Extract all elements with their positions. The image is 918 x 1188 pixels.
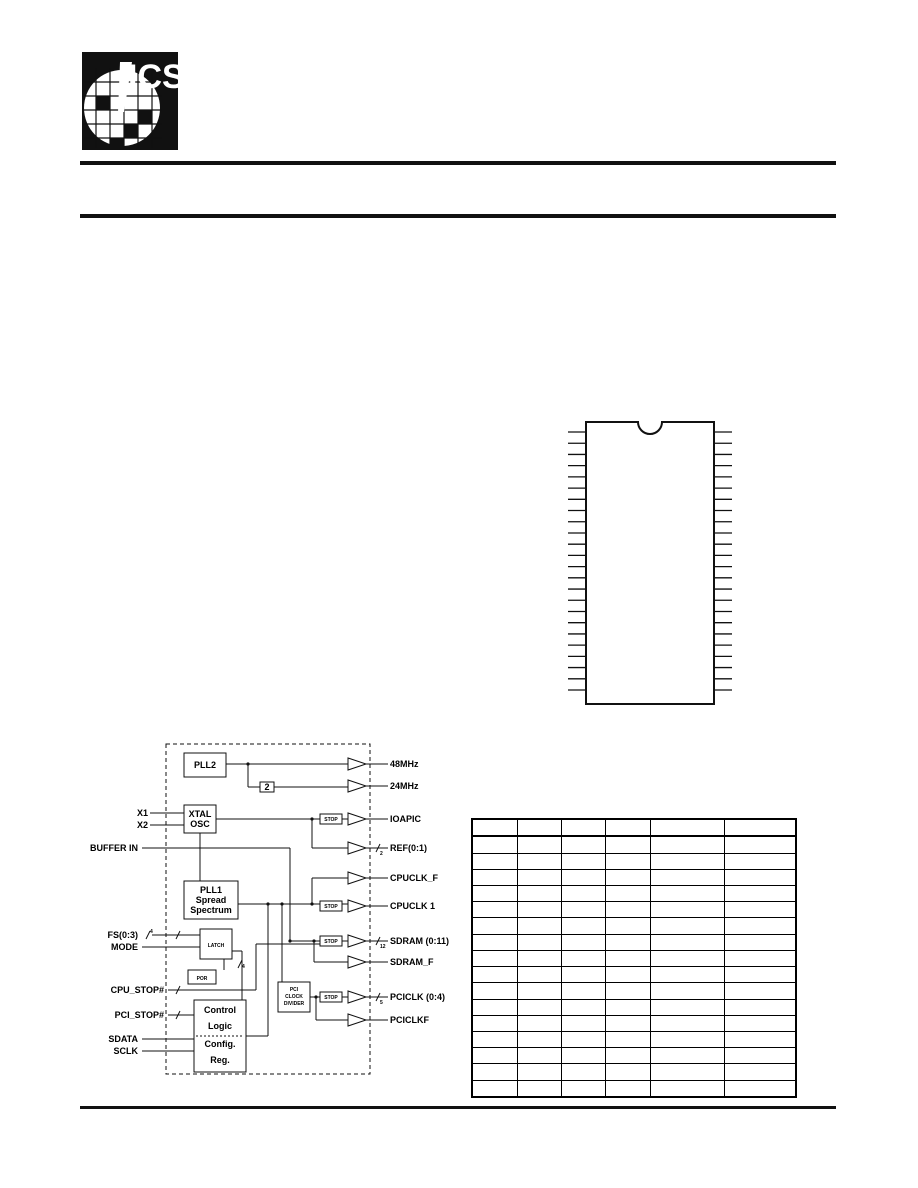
- divider-label: 2: [264, 782, 270, 792]
- table-cell: [562, 836, 606, 853]
- buffer-sdram-f: [348, 956, 366, 968]
- table-row: [472, 836, 796, 853]
- table-cell: [562, 886, 606, 902]
- cpu-stop-label: CPU_STOP#: [110, 985, 164, 995]
- out-24mhz-label: 24MHz: [390, 781, 419, 791]
- fs-label: FS(0:3): [107, 930, 138, 940]
- logo-text: ICS: [128, 58, 185, 96]
- table-cell: [651, 934, 724, 950]
- table-cell: [562, 1080, 606, 1097]
- table-row: [472, 1048, 796, 1064]
- pll2-label: PLL2: [193, 760, 217, 770]
- spectrum-label: Spectrum: [190, 905, 232, 915]
- table-row: [472, 902, 796, 918]
- table-cell: [562, 1064, 606, 1080]
- table-cell: [562, 1031, 606, 1047]
- config-label: Config.: [204, 1039, 236, 1049]
- table-cell: [606, 967, 651, 983]
- pci-stop-label: PCI_STOP#: [114, 1010, 164, 1020]
- out-pciclk-label: PCICLK (0:4): [390, 992, 446, 1002]
- table-cell: [606, 869, 651, 885]
- buffer-pciclk: [348, 991, 366, 1003]
- table-cell: [518, 1048, 562, 1064]
- table-cell: [562, 967, 606, 983]
- table-cell: [606, 950, 651, 966]
- table-cell: [518, 983, 562, 999]
- table-cell: [472, 918, 518, 934]
- table-cell: [472, 983, 518, 999]
- table-cell: [724, 967, 796, 983]
- table-cell: [651, 950, 724, 966]
- table-row: [472, 1031, 796, 1047]
- table-cell: [606, 934, 651, 950]
- table-cell: [606, 1031, 651, 1047]
- table-cell: [472, 967, 518, 983]
- table-cell: [472, 819, 518, 836]
- table-row: [472, 1064, 796, 1080]
- ics-logo: [82, 52, 185, 150]
- table-cell: [472, 1048, 518, 1064]
- table-cell: [562, 1048, 606, 1064]
- reg-label: Reg.: [210, 1055, 230, 1065]
- x1-label: X1: [136, 808, 148, 818]
- table-cell: [518, 1064, 562, 1080]
- spread-label: Spread: [195, 895, 227, 905]
- table-cell: [518, 836, 562, 853]
- buffer-cpuclk-f: [348, 872, 366, 884]
- out-ref-label: REF(0:1): [390, 843, 428, 853]
- out-sdram-f-label: SDRAM_F: [390, 957, 434, 967]
- table-cell: [606, 853, 651, 869]
- table-cell: [606, 918, 651, 934]
- table-cell: [562, 1015, 606, 1031]
- table-cell: [562, 934, 606, 950]
- table-cell: [724, 1015, 796, 1031]
- x2-label: X2: [136, 820, 148, 830]
- table-cell: [472, 886, 518, 902]
- stop-label-pciclk: STOP: [324, 995, 338, 1001]
- out-48mhz-label: 48MHz: [390, 759, 419, 769]
- pci-div-label-1: PCI: [289, 987, 299, 993]
- bus-width-ref: 2: [380, 851, 383, 857]
- table-cell: [651, 1080, 724, 1097]
- table-cell: [562, 902, 606, 918]
- table-cell: [724, 983, 796, 999]
- table-row: [472, 886, 796, 902]
- table-cell: [651, 886, 724, 902]
- sdata-label: SDATA: [108, 1034, 138, 1044]
- table-cell: [518, 886, 562, 902]
- table-cell: [724, 1064, 796, 1080]
- table-cell: [606, 1048, 651, 1064]
- table-cell: [651, 967, 724, 983]
- table-cell: [518, 1080, 562, 1097]
- table-cell: [562, 853, 606, 869]
- table-cell: [472, 853, 518, 869]
- table-cell: [518, 967, 562, 983]
- table-cell: [724, 853, 796, 869]
- buffer-ioapic: [348, 813, 366, 825]
- table-cell: [518, 934, 562, 950]
- table-cell: [606, 902, 651, 918]
- latch-label: LATCH: [207, 943, 225, 949]
- pin-configuration-package: [538, 418, 738, 708]
- bus-width-pciclk: 5: [380, 1000, 383, 1006]
- buffer-pciclkf: [348, 1014, 366, 1026]
- table-cell: [651, 999, 724, 1015]
- out-cpuclk-f-label: CPUCLK_F: [390, 873, 439, 883]
- table-row: [472, 967, 796, 983]
- table-cell: [562, 950, 606, 966]
- out-pciclkf-label: PCICLKF: [390, 1015, 429, 1025]
- table-cell: [651, 1048, 724, 1064]
- bus-width-sdram: 12: [380, 944, 386, 950]
- table-cell: [472, 1064, 518, 1080]
- table-cell: [518, 950, 562, 966]
- header-rule: [80, 214, 836, 218]
- table-cell: [518, 918, 562, 934]
- out-sdram-label: SDRAM (0:11): [390, 936, 450, 946]
- table-row: [472, 853, 796, 869]
- table-row: [472, 869, 796, 885]
- pci-div-label-2: CLOCK: [285, 994, 303, 1000]
- table-row: [472, 934, 796, 950]
- table-cell: [472, 950, 518, 966]
- buffer-cpuclk1: [348, 900, 366, 912]
- table-cell: [472, 869, 518, 885]
- table-cell: [518, 819, 562, 836]
- stop-label-ioapic: STOP: [324, 817, 338, 823]
- bus-width-fs: 4: [150, 929, 153, 935]
- table-cell: [472, 1015, 518, 1031]
- table-cell: [518, 1031, 562, 1047]
- table-cell: [606, 1015, 651, 1031]
- table-cell: [606, 999, 651, 1015]
- block-diagram: [70, 738, 470, 1088]
- bus-width-latch: 4: [242, 964, 245, 970]
- table-cell: [724, 1048, 796, 1064]
- table-cell: [724, 918, 796, 934]
- table-cell: [651, 869, 724, 885]
- buffer-ref: [348, 842, 366, 854]
- table-cell: [472, 902, 518, 918]
- table-cell: [518, 999, 562, 1015]
- table-cell: [606, 819, 651, 836]
- sclk-label: SCLK: [113, 1046, 138, 1056]
- table-cell: [606, 1064, 651, 1080]
- table-cell: [606, 983, 651, 999]
- table-cell: [724, 1080, 796, 1097]
- table-cell: [562, 869, 606, 885]
- table-cell: [518, 902, 562, 918]
- table-cell: [724, 902, 796, 918]
- table-cell: [724, 999, 796, 1015]
- table-cell: [472, 934, 518, 950]
- table-cell: [518, 1015, 562, 1031]
- table-row: [472, 950, 796, 966]
- table-cell: [518, 869, 562, 885]
- bottom-rule: [80, 1106, 836, 1109]
- table-cell: [651, 1031, 724, 1047]
- table-cell: [651, 983, 724, 999]
- table-cell: [472, 1031, 518, 1047]
- table-cell: [651, 819, 724, 836]
- table-cell: [472, 1080, 518, 1097]
- table-cell: [562, 918, 606, 934]
- table-cell: [724, 869, 796, 885]
- out-cpuclk1-label: CPUCLK 1: [390, 901, 436, 911]
- xtal-label: XTAL: [188, 809, 212, 819]
- table-cell: [651, 1064, 724, 1080]
- buffer-sdram: [348, 935, 366, 947]
- table-cell: [724, 836, 796, 853]
- table-cell: [651, 836, 724, 853]
- stop-label-cpuclk: STOP: [324, 904, 338, 910]
- top-rule: [80, 161, 836, 165]
- control-label: Control: [204, 1005, 236, 1015]
- osc-label: OSC: [190, 819, 210, 829]
- table-cell: [606, 836, 651, 853]
- data-table: [471, 818, 797, 1098]
- package-outline: [586, 422, 714, 704]
- table-row: [472, 819, 796, 836]
- table-cell: [651, 853, 724, 869]
- buffer-in-label: BUFFER IN: [90, 843, 138, 853]
- mode-label: MODE: [111, 942, 138, 952]
- pci-div-label-3: DIVIDER: [283, 1001, 305, 1007]
- table-cell: [651, 902, 724, 918]
- table-cell: [724, 819, 796, 836]
- table-cell: [518, 853, 562, 869]
- out-ioapic-label: IOAPIC: [390, 814, 422, 824]
- buffer-24mhz: [348, 780, 366, 792]
- table-cell: [562, 983, 606, 999]
- table-cell: [724, 1031, 796, 1047]
- table-row: [472, 999, 796, 1015]
- stop-label-sdram: STOP: [324, 939, 338, 945]
- logic-label: Logic: [208, 1021, 232, 1031]
- table-cell: [472, 836, 518, 853]
- table-row: [472, 918, 796, 934]
- table-row: [472, 1080, 796, 1097]
- table-cell: [651, 1015, 724, 1031]
- table-cell: [651, 918, 724, 934]
- buffer-48mhz: [348, 758, 366, 770]
- table-cell: [606, 886, 651, 902]
- table-cell: [606, 1080, 651, 1097]
- table-row: [472, 1015, 796, 1031]
- table-cell: [562, 819, 606, 836]
- table-cell: [724, 934, 796, 950]
- table-cell: [562, 999, 606, 1015]
- table-row: [472, 983, 796, 999]
- pll1-label: PLL1: [199, 885, 223, 895]
- table-cell: [724, 950, 796, 966]
- table-cell: [724, 886, 796, 902]
- por-label: POR: [196, 976, 208, 982]
- table-cell: [472, 999, 518, 1015]
